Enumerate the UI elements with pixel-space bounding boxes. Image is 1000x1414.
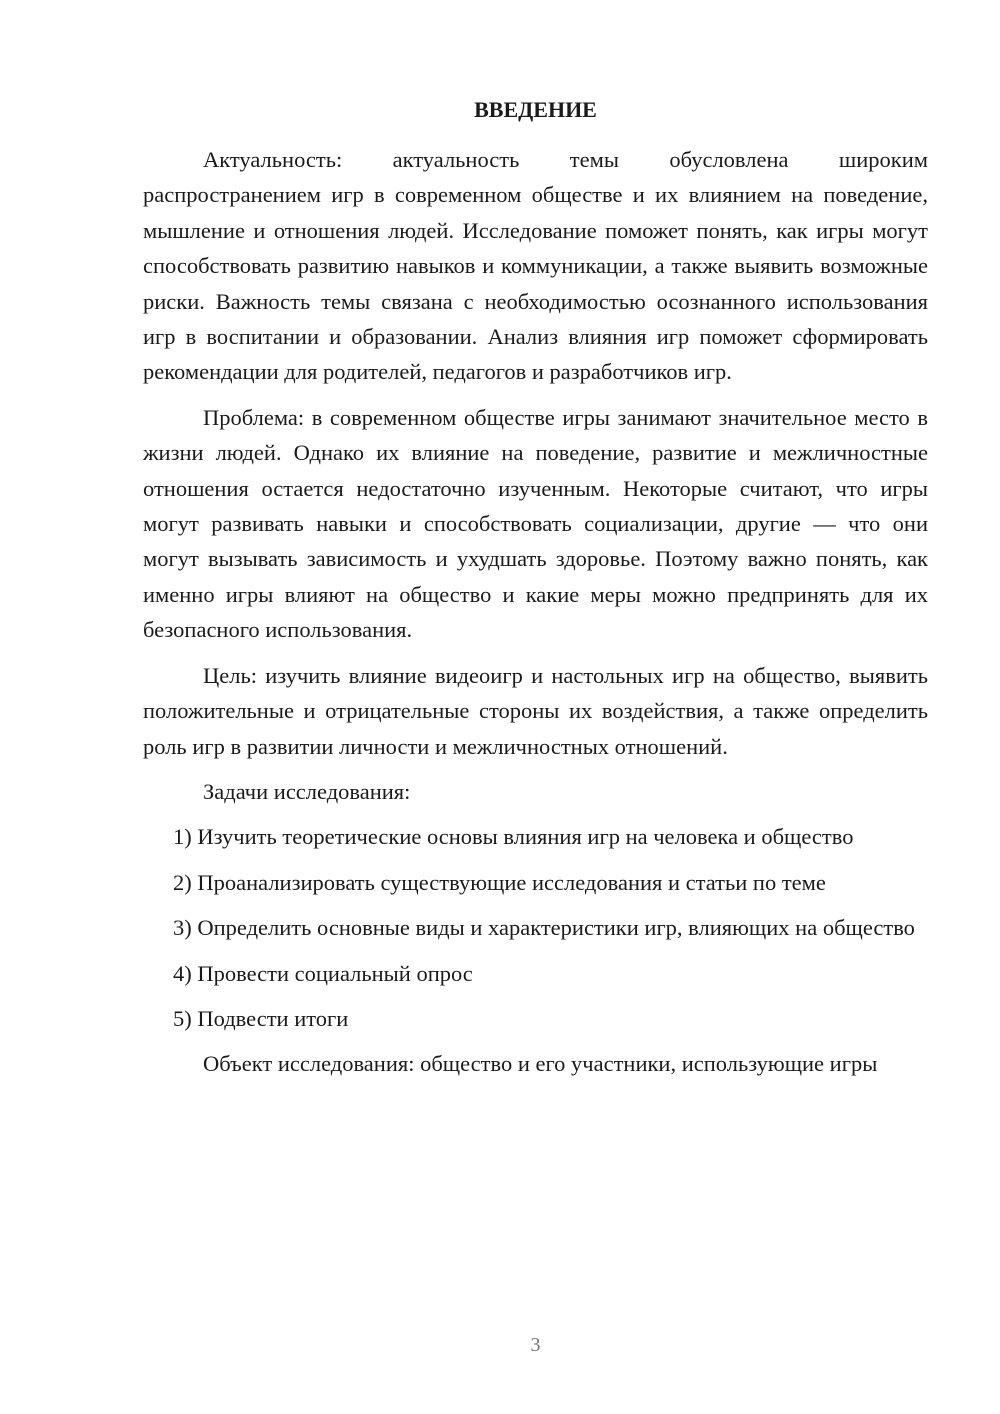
task-item-4: 4) Провести социальный опрос (173, 960, 473, 986)
page-title: ВВЕДЕНИЕ (474, 97, 597, 122)
task-item-5: 5) Подвести итоги (173, 1005, 349, 1031)
task-item-3: 3) Определить основные виды и характеристики игр, влияющих на общество (173, 915, 915, 941)
tasks-title: Задачи исследования: (203, 778, 411, 804)
paragraph-object: Объект исследования: общество и его участники, использующие игры (203, 1051, 878, 1077)
paragraph-relevance: Актуальность: актуальность темы обусловлена широким распространением игр в современном обществе и их влиянием на поведение, мышление и отношения людей. Исследование поможет понять, как игры могут способствовать развитию навыков и коммуникации, а также выявить возможные риски. Важность темы связана с необходимостью осознанного использования игр в воспитании и образовании. Анализ влияния игр поможет сформировать рекомендации для родителей, педагогов и разработчиков игр. (143, 147, 928, 385)
page-number: 3 (530, 1334, 541, 1356)
task-item-1: 1) Изучить теоретические основы влияния игр на человека и общество (173, 824, 854, 850)
paragraph-goal: Цель: изучить влияние видеоигр и настольных игр на общество, выявить положительные и отрицательные стороны их воздействия, а также определить роль игр в развитии личности и межличностных отношений. (143, 662, 928, 759)
task-item-2: 2) Проанализировать существующие исследования и статьи по теме (173, 869, 826, 895)
document-body (143, 142, 928, 1082)
document-page (143, 0, 928, 1414)
paragraph-problem: Проблема: в современном обществе игры занимают значительное место в жизни людей. Однако их влияние на поведение, развитие и межличностные отношения остается недостаточно изученным. Некоторые считают, что игры могут развивать навыки и способствовать социализации, другие — что они могут вызывать зависимость и ухудшать здоровье. Поэтому важно понять, как именно игры влияют на общество и какие меры можно предпринять для их безопасного использования. (143, 404, 928, 643)
